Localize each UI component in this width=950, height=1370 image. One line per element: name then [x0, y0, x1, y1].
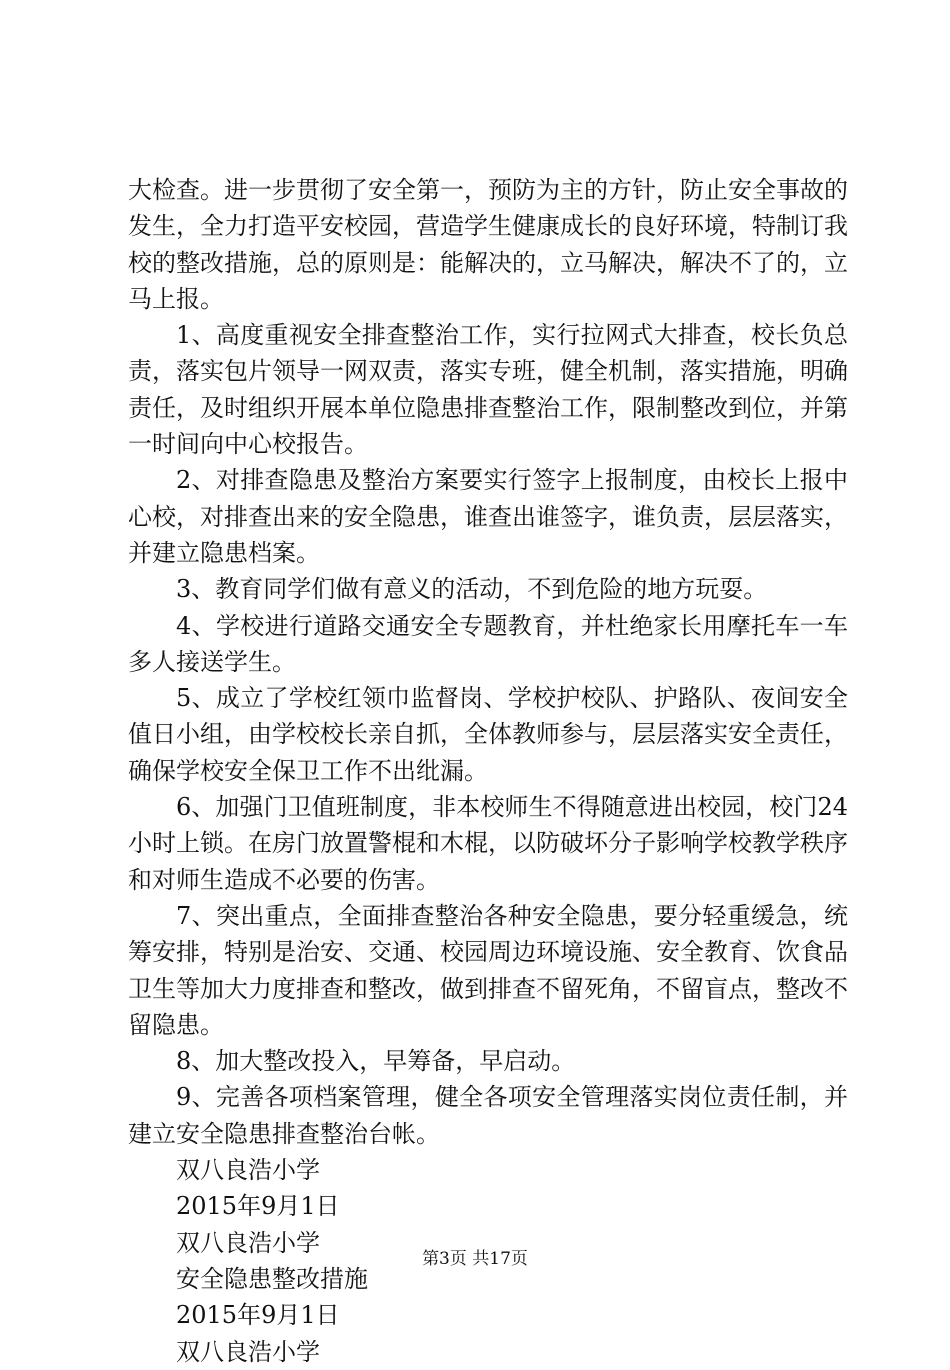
list-item: 4、学校进行道路交通安全专题教育，并杜绝家长用摩托车一车多人接送学生。: [128, 611, 848, 676]
list-item: 8、加大整改投入，早筹备，早启动。: [176, 1047, 576, 1076]
list-item: 9、完善各项档案管理，健全各项安全管理落实岗位责任制，并建立安全隐患排查整治台帐。: [128, 1083, 848, 1148]
list-item: 5、成立了学校红领巾监督岗、学校护校队、护路队、夜间安全值日小组，由学校校长亲自抓，全体教师参与，层层落实安全责任，确保学校安全保卫工作不出纰漏。: [128, 684, 848, 785]
list-item: 2、对排查隐患及整治方案要实行签字上报制度，由校长上报中心校，对排查出来的安全隐患，谁查出谁签字，谁负责，层层落实，并建立隐患档案。: [128, 466, 848, 567]
page-number: 第3页 共17页: [422, 1249, 528, 1269]
document-body: [128, 172, 848, 1370]
signature-school: 双八良浩小学: [176, 1228, 320, 1257]
list-item: 3、教育同学们做有意义的活动，不到危险的地方玩耍。: [176, 575, 768, 604]
signature-school: 双八良浩小学: [176, 1337, 320, 1366]
intro-paragraph: 大检查。进一步贯彻了安全第一，预防为主的方针，防止安全事故的发生，全力打造平安校园，营造学生健康成长的良好环境，特制订我校的整改措施，总的原则是：能解决的，立马解决，解决不了的，立马上报。: [128, 176, 848, 313]
list-item: 7、突出重点，全面排查整治各种安全隐患，要分轻重缓急，统筹安排，特别是治安、交通、校园周边环境设施、安全教育、饮食品卫生等加大力度排查和整改，做到排查不留死角，不留盲点，整改不留隐患。: [128, 901, 848, 1039]
signature-school: 双八良浩小学: [176, 1156, 320, 1185]
signature-date: 2015年9月1日: [176, 1192, 340, 1221]
list-item: 6、加强门卫值班制度，非本校师生不得随意进出校园，校门24小时上锁。在房门放置警棍和木棍，以防破坏分子影响学校教学秩序和对师生造成不必要的伤害。: [128, 793, 848, 894]
list-item: 1、高度重视安全排查整治工作，实行拉网式大排查，校长负总责，落实包片领导一网双责，落实专班，健全机制，落实措施，明确责任，及时组织开展本单位隐患排查整治工作，限制整改到位，并第一时间向中心校报告。: [128, 321, 848, 459]
signature-date: 2015年9月1日: [176, 1301, 340, 1330]
document-title-line: 安全隐患整改措施: [176, 1264, 368, 1293]
